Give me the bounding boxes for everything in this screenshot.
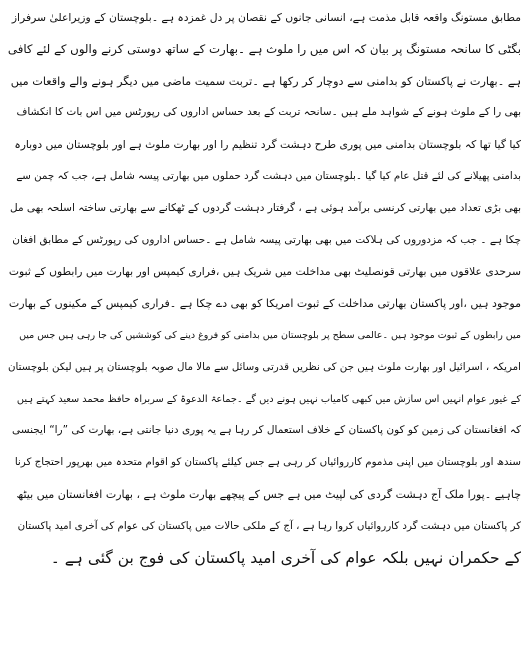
article-line: سندھ اور بلوچستان میں اپنی مذموم کارروائیاں کر رہی ہے جس کیلئے پاکستان کو اقوام متحدہ میں بھرپور احتجاج کرنا	[14, 456, 521, 469]
article-line: ہے ۔بھارت نے پاکستان کو بدامنی سے دوچار کر رکھا ہے ۔تربت سمیت ماضی میں دیگر ہونے والے واقعات میں	[10, 74, 521, 88]
article-line: کے غیور عوام انہیں اس سازش میں کبھی کامیاب نہیں ہونے دیں گے ۔جماعۃ الدعوۃ کے سربراہ حافظ محمد سعید کہتے ہیں	[16, 393, 521, 405]
article-line: سرحدی علاقوں میں بھارتی قونصلیٹ بھی مداخلت میں شریک ہیں ،فراری کیمپس اور بھارت میں رابطوں کے ثبوت	[8, 265, 521, 279]
article-line: مطابق مستونگ واقعہ قابل مذمت ہے، انسانی جانوں کے نقصان پر دل غمزدہ ہے ۔بلوچستان کے وزیراعلیٰ سرفراز	[11, 11, 521, 24]
article-line: میں رابطوں کے ثبوت موجود ہیں ۔عالمی سطح پر بلوچستان میں بدامنی کو فروغ دینے کی کوششیں کی جا رہی ہیں جس میں	[19, 329, 521, 341]
article-line: بدامنی پھیلانے کی لئے قتل عام کیا گیا ۔بلوچستان میں دہشت گرد حملوں میں بھارتی پیسہ شامل ہے، جب کہ چمن سے	[16, 169, 521, 182]
article-line: کر پاکستان میں دہشت گرد کارروائیاں کروا رہا ہے ، آج کے ملکی حالات میں پاکستان کی عوام کی آخری امید پاکستان	[17, 519, 521, 532]
article-line: بگٹی کا سانحہ مستونگ پر بیان کہ اس میں را ملوث ہے ۔بھارت کے ساتھ دوستی کرنے والوں کے لئے کافی	[8, 41, 521, 56]
article-line: کہ افغانستان کی زمین کو کون پاکستان کے خلاف استعمال کر رہا ہے یہ پوری دنیا جانتی ہے، بھارت کی ”را“ ایجنسی	[11, 424, 521, 437]
article-line: امریکہ ، اسرائیل اور بھارت ملوث ہیں جن کی نظریں قدرتی وسائل سے مالا مال صوبہ بلوچستان پر ہیں لیکن بلوچستان	[8, 360, 521, 373]
article-line: بھی را کے ملوث ہونے کے شواہد ملے ہیں ۔سانحہ تربت کے بعد حساس اداروں کی رپورٹس میں اس بات کا انکشاف	[16, 106, 521, 119]
article-line: کے حکمران نہیں بلکہ عوام کی آخری امید پاکستان کی فوج بن گئی ہے ۔	[50, 548, 521, 567]
article-line: چکا ہے ۔ جب کہ مزدوروں کی ہلاکت میں بھی بھارتی پیسہ شامل ہے ۔حساس اداروں کی رپورٹس کے مطابق افغان	[12, 233, 521, 246]
article-line: بھی بڑی تعداد میں بھارتی کرنسی برآمد ہوئی ہے ، گرفتار دہشت گردوں کے ٹھکانے سے بھارتی ساختہ اسلحہ بھی مل	[10, 201, 521, 214]
article-line: چاہیے ۔پورا ملک آج دہشت گردی کی لپیٹ میں ہے جس کے پیچھے بھارت ملوث ہے ، بھارت افغانستان میں بیٹھ	[16, 487, 521, 501]
article-line: کیا گیا تھا کہ بلوچستان بدامنی میں پوری طرح دہشت گرد تنظیم را اور بھارت ملوث ہے اور بلوچستان میں دوبارہ	[14, 138, 521, 152]
article-line: موجود ہیں ،اور پاکستان بھارتی مداخلت کے ثبوت امریکا کو بھی دے چکا ہے ۔فراری کیمپس کے مکینوں کے بھارت	[8, 297, 521, 311]
